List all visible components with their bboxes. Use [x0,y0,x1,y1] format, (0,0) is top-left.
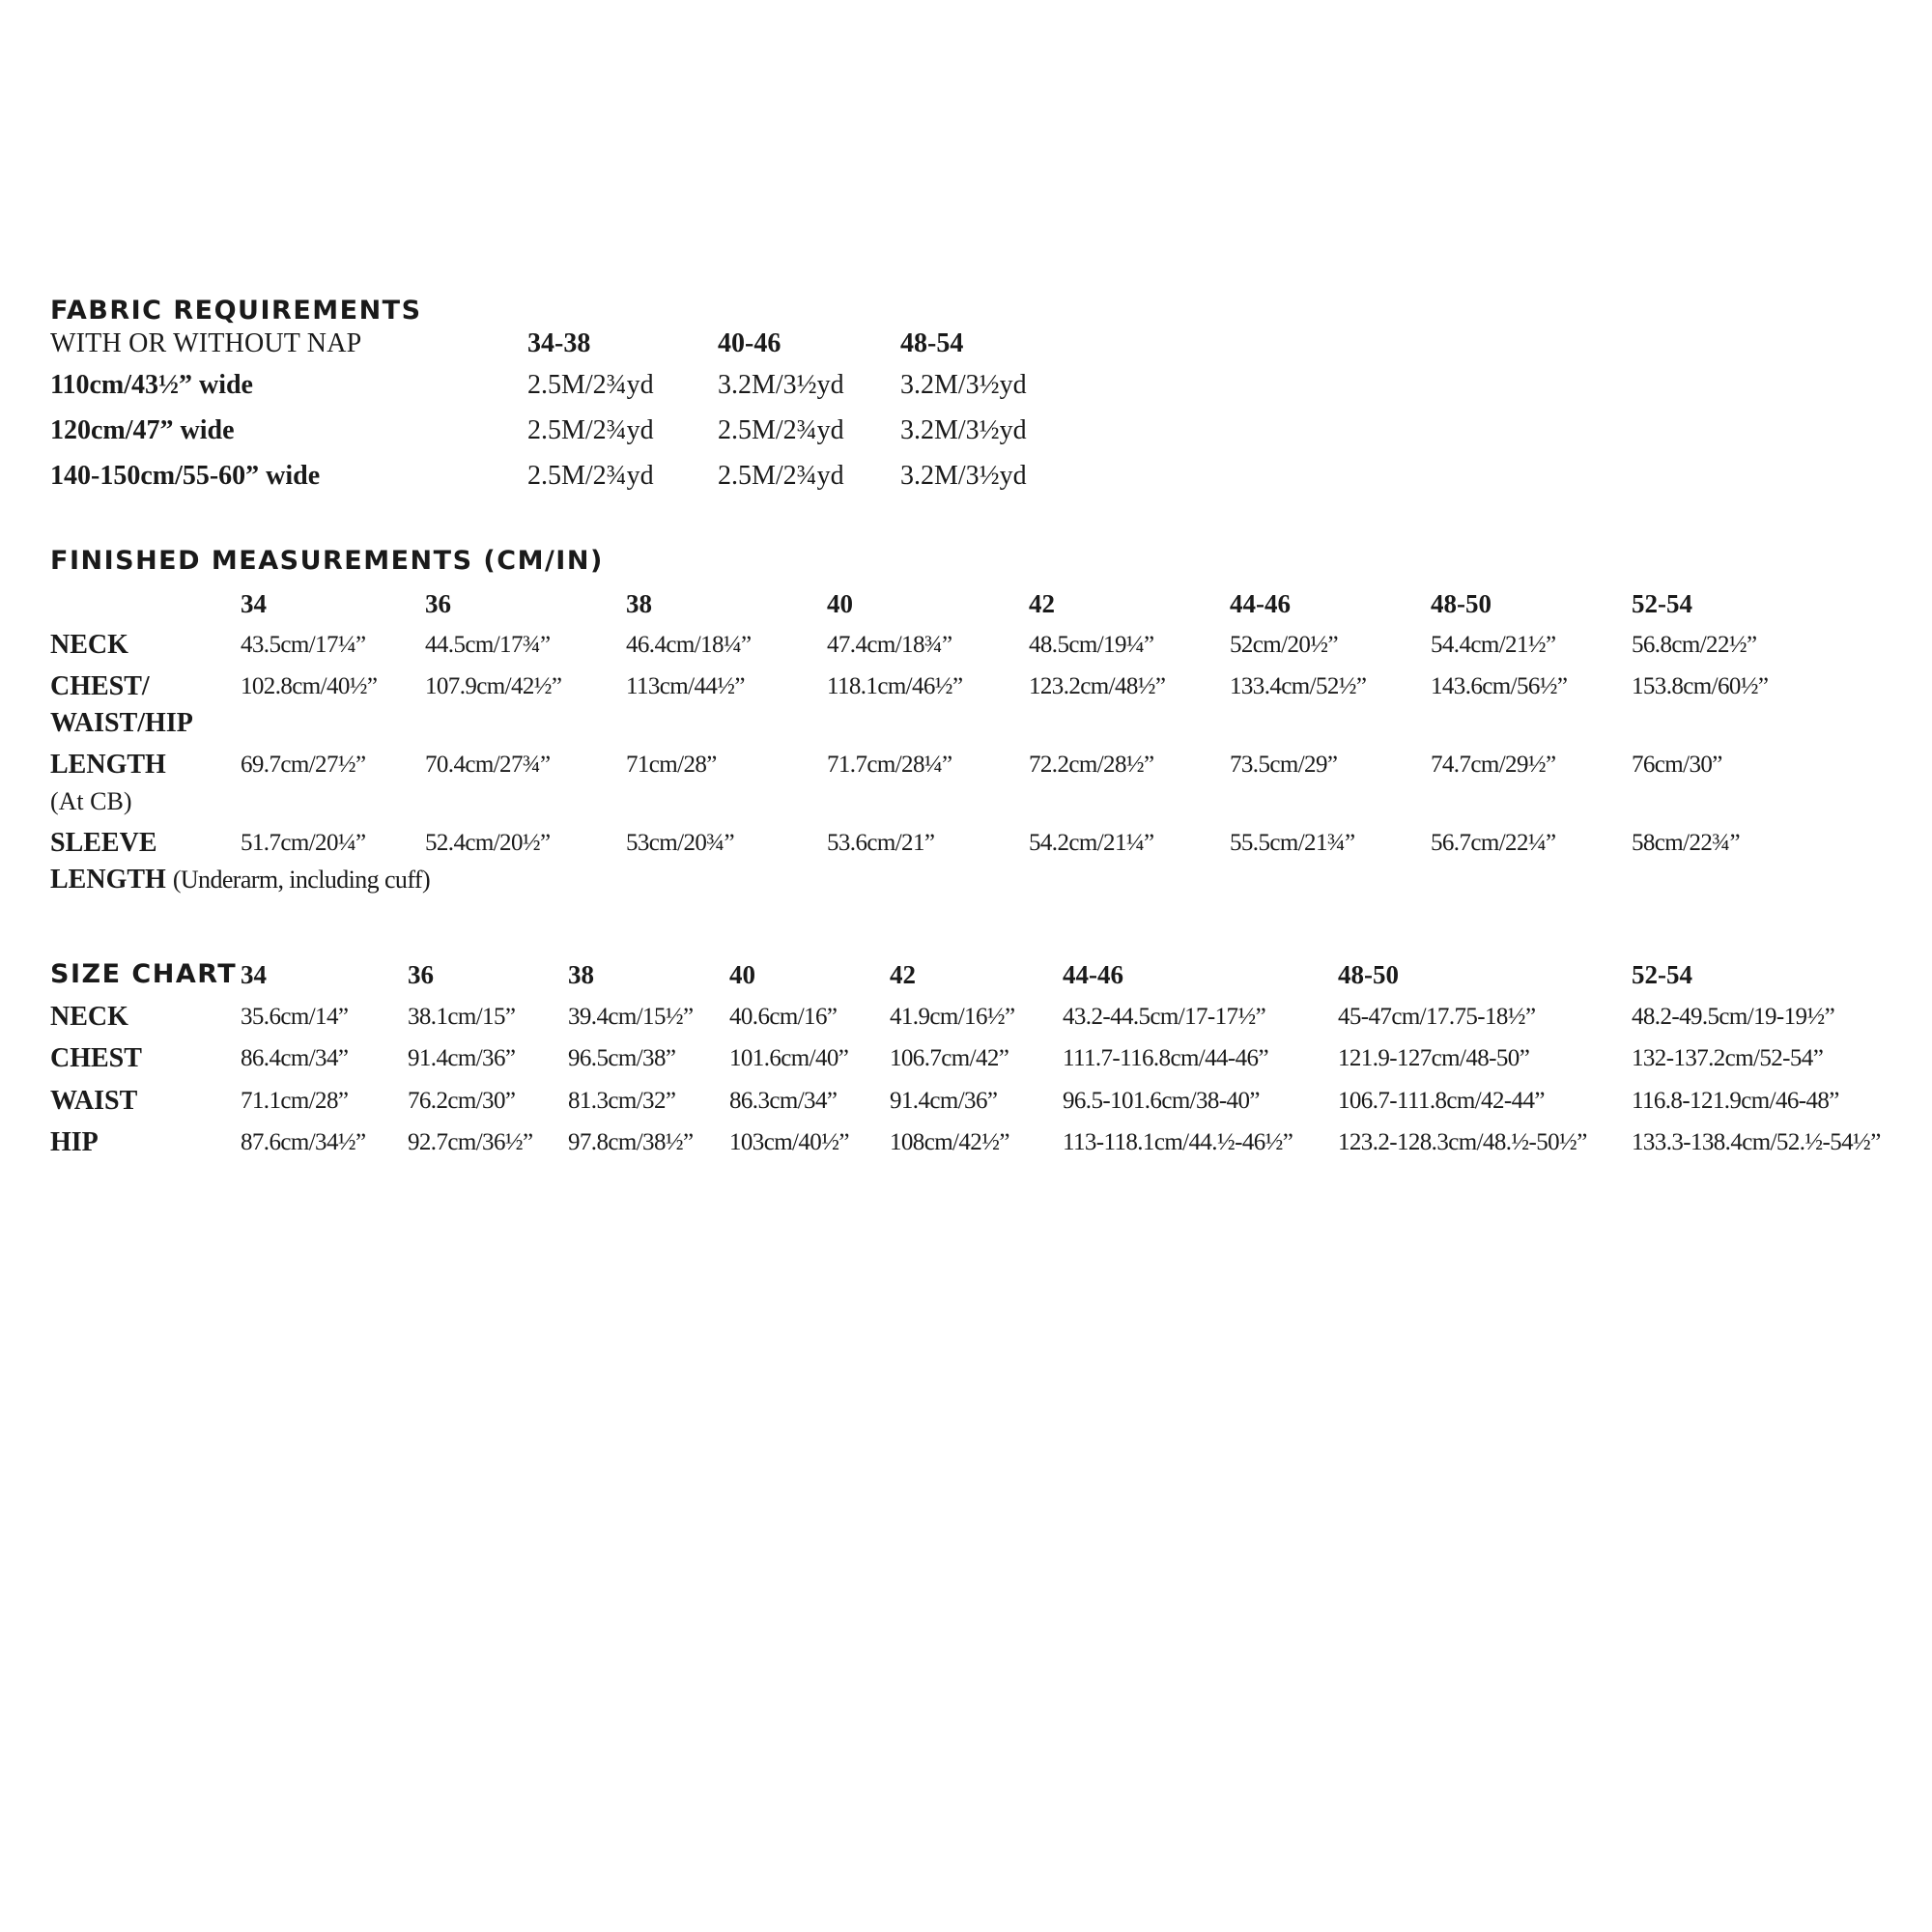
size-chart-value: 45-47cm/17.75-18½” [1338,1004,1536,1030]
measurement-value: 143.6cm/56½” [1431,673,1568,699]
size-chart-title: SIZE CHART [50,959,238,989]
finished-size-header: 34 [241,589,267,618]
fabric-yardage: 3.2M/3½yd [900,461,1027,491]
fabric-yardage: 2.5M/2¾yd [527,415,654,445]
measurement-value: 54.4cm/21½” [1431,632,1556,658]
size-chart-size-header: 38 [568,960,594,989]
measurement-value: 43.5cm/17¼” [241,632,366,658]
size-chart-size-header: 52-54 [1632,960,1692,989]
measurement-value: 118.1cm/46½” [827,673,963,699]
measurement-value: 52cm/20½” [1230,632,1338,658]
measurement-value: 47.4cm/18¾” [827,632,952,658]
size-chart-value: 91.4cm/36” [890,1088,998,1114]
size-chart-value: 40.6cm/16” [729,1004,838,1030]
finished-size-header: 38 [626,589,652,618]
fabric-requirements-title: FABRIC REQUIREMENTS [50,296,422,326]
fabric-yardage: 2.5M/2¾yd [718,461,844,491]
size-chart-value: 96.5cm/38” [568,1045,676,1071]
measurement-value: 56.7cm/22¼” [1431,830,1556,856]
finished-size-header: 40 [827,589,853,618]
measurement-value: 102.8cm/40½” [241,673,378,699]
fabric-size-header: 34-38 [527,328,591,358]
finished-row-label: LENGTH [50,750,166,780]
fabric-size-header: 48-54 [900,328,964,358]
finished-size-header: 52-54 [1632,589,1692,618]
size-chart-size-header: 36 [408,960,434,989]
size-chart-value: 106.7-111.8cm/42-44” [1338,1088,1545,1114]
finished-size-header: 42 [1029,589,1055,618]
size-chart-value: 103cm/40½” [729,1129,849,1155]
fabric-width-label: 140-150cm/55-60” wide [50,461,321,491]
finished-measurements-title: FINISHED MEASUREMENTS (CM/IN) [50,546,604,576]
size-chart-size-header: 44-46 [1063,960,1123,989]
measurement-value: 48.5cm/19¼” [1029,632,1154,658]
size-chart-value: 91.4cm/36” [408,1045,516,1071]
fabric-width-label: 120cm/47” wide [50,415,235,445]
fabric-nap-subtitle: WITH OR WITHOUT NAP [50,328,362,358]
size-chart-value: 86.3cm/34” [729,1088,838,1114]
size-chart-value: 123.2-128.3cm/48.½-50½” [1338,1129,1587,1155]
size-chart-row-label: NECK [50,1002,128,1032]
size-chart-value: 39.4cm/15½” [568,1004,694,1030]
size-chart-value: 81.3cm/32” [568,1088,676,1114]
measurement-value: 53.6cm/21” [827,830,935,856]
measurement-value: 133.4cm/52½” [1230,673,1367,699]
size-chart-value: 38.1cm/15” [408,1004,516,1030]
size-chart-size-header: 48-50 [1338,960,1399,989]
size-chart-value: 43.2-44.5cm/17-17½” [1063,1004,1266,1030]
size-chart-value: 41.9cm/16½” [890,1004,1015,1030]
size-chart-size-header: 34 [241,960,267,989]
fabric-yardage: 2.5M/2¾yd [718,415,844,445]
size-chart-value: 111.7-116.8cm/44-46” [1063,1045,1268,1071]
measurement-value: 76cm/30” [1632,752,1722,778]
finished-row-label: SLEEVE [50,828,157,858]
measurement-value: 70.4cm/27¾” [425,752,551,778]
finished-row-label-line2: WAIST/HIP [50,708,193,738]
size-chart-value: 116.8-121.9cm/46-48” [1632,1088,1839,1114]
measurement-value: 44.5cm/17¾” [425,632,551,658]
measurement-value: 69.7cm/27½” [241,752,366,778]
finished-row-label: NECK [50,630,128,660]
measurement-value: 54.2cm/21¼” [1029,830,1154,856]
fabric-size-header: 40-46 [718,328,781,358]
fabric-yardage: 2.5M/2¾yd [527,461,654,491]
size-chart-value: 71.1cm/28” [241,1088,349,1114]
size-chart-value: 97.8cm/38½” [568,1129,694,1155]
measurement-value: 153.8cm/60½” [1632,673,1769,699]
size-chart-value: 108cm/42½” [890,1129,1009,1155]
measurement-value: 58cm/22¾” [1632,830,1740,856]
finished-row-label-line2 [50,865,430,895]
measurement-value: 53cm/20¾” [626,830,734,856]
size-chart-value: 35.6cm/14” [241,1004,349,1030]
finished-row-label: CHEST/ [50,671,150,701]
measurement-value: 46.4cm/18¼” [626,632,752,658]
size-chart-value: 132-137.2cm/52-54” [1632,1045,1824,1071]
size-chart-row-label: CHEST [50,1043,142,1073]
measurement-value: 107.9cm/42½” [425,673,562,699]
measurement-value: 74.7cm/29½” [1431,752,1556,778]
measurement-value: 71cm/28” [626,752,717,778]
measurement-value: 52.4cm/20½” [425,830,551,856]
finished-size-header: 48-50 [1431,589,1492,618]
measurement-value: 123.2cm/48½” [1029,673,1166,699]
finished-size-header: 36 [425,589,451,618]
size-chart-size-header: 40 [729,960,755,989]
measurement-value: 51.7cm/20¼” [241,830,366,856]
size-chart-value: 87.6cm/34½” [241,1129,366,1155]
size-chart-value: 86.4cm/34” [241,1045,349,1071]
sleeve-length-note: (Underarm, including cuff) [172,866,431,894]
fabric-yardage: 3.2M/3½yd [900,370,1027,400]
measurement-value: 71.7cm/28¼” [827,752,952,778]
fabric-width-label: 110cm/43½” wide [50,370,253,400]
size-chart-value: 96.5-101.6cm/38-40” [1063,1088,1260,1114]
size-chart-value: 113-118.1cm/44.½-46½” [1063,1129,1293,1155]
size-chart-value: 48.2-49.5cm/19-19½” [1632,1004,1835,1030]
size-chart-value: 133.3-138.4cm/52.½-54½” [1632,1129,1881,1155]
size-chart-size-header: 42 [890,960,916,989]
size-chart-row-label: WAIST [50,1086,138,1116]
finished-size-header: 44-46 [1230,589,1291,618]
measurement-value: 113cm/44½” [626,673,745,699]
fabric-yardage: 3.2M/3½yd [900,415,1027,445]
measurement-value: 55.5cm/21¾” [1230,830,1355,856]
size-chart-value: 101.6cm/40” [729,1045,849,1071]
fabric-yardage: 2.5M/2¾yd [527,370,654,400]
size-chart-row-label: HIP [50,1127,99,1157]
finished-row-label-note: (At CB) [50,787,132,815]
size-chart-value: 121.9-127cm/48-50” [1338,1045,1530,1071]
measurement-value: 73.5cm/29” [1230,752,1338,778]
size-chart-value: 76.2cm/30” [408,1088,516,1114]
size-chart-value: 92.7cm/36½” [408,1129,533,1155]
measurement-value: 56.8cm/22½” [1632,632,1757,658]
sleeve-length-label: LENGTH [50,865,166,895]
fabric-yardage: 3.2M/3½yd [718,370,844,400]
size-chart-value: 106.7cm/42” [890,1045,1009,1071]
measurement-value: 72.2cm/28½” [1029,752,1154,778]
